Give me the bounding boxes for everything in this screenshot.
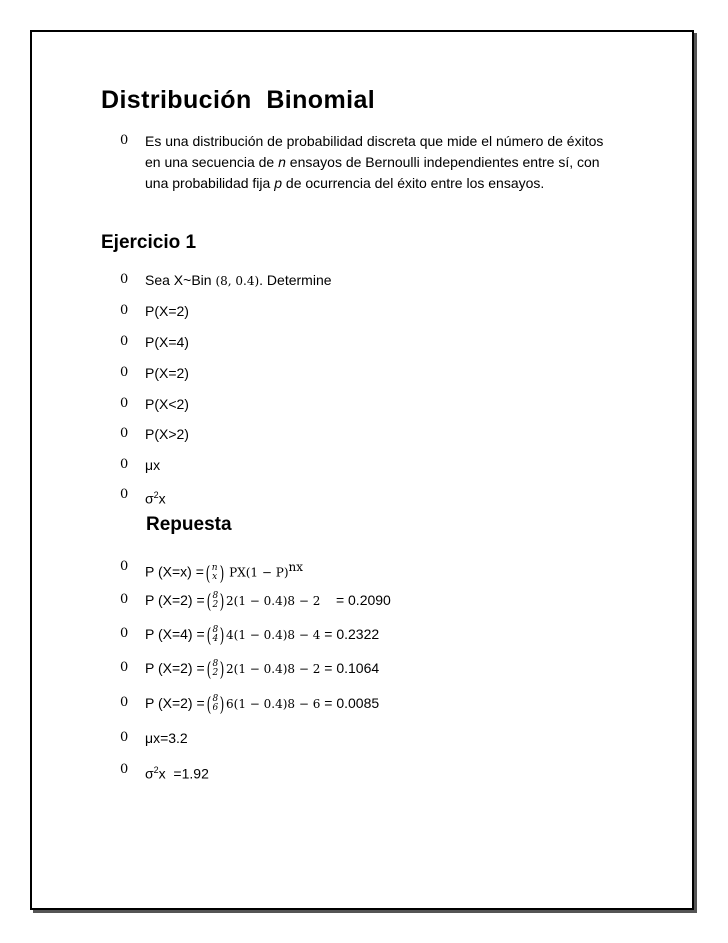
- bullet-marker: 0: [120, 272, 129, 287]
- answer-heading: Repuesta: [146, 514, 232, 535]
- exercise-item: P(X=2): [145, 303, 189, 319]
- exercise-item: P(X=2): [145, 365, 189, 381]
- answer-row: P (X=4) = ( 8 4 ) 4(1 − 0.4)8 − 4 = 0.2322: [145, 623, 380, 648]
- binomial-coefficient: ( n x ): [205, 560, 224, 585]
- bullet-marker: 0: [120, 365, 129, 380]
- definition-line-3: una probabilidad fija p de ocurrencia del éxito entre los ensayos.: [145, 175, 545, 191]
- bullet-marker: 0: [120, 762, 129, 777]
- definition-line-2: en una secuencia de n ensayos de Bernoulli independientes entre sí, con: [145, 154, 600, 170]
- answer-row: P (X=2) = ( 8 6 ) 6(1 − 0.4)8 − 6 = 0.0085: [145, 692, 380, 717]
- exercise-item: μx: [145, 457, 161, 473]
- answer-row: P (X=2) = ( 8 2 ) 2(1 − 0.4)8 − 2 = 0.2090: [145, 589, 391, 614]
- bullet-marker: 0: [120, 426, 129, 441]
- bullet-marker: 0: [120, 559, 129, 574]
- bullet-marker: 0: [120, 487, 129, 502]
- bullet-marker: 0: [120, 396, 129, 411]
- bullet-marker: 0: [120, 626, 129, 641]
- binomial-coefficient: ( 8 6 ): [206, 692, 225, 717]
- definition-line-1: Es una distribución de probabilidad discreta que mide el número de éxitos: [145, 133, 604, 149]
- exercise-item: P(X=4): [145, 334, 189, 350]
- answer-variance: $\sigma^2x =1.92$: [145, 765, 209, 782]
- bullet-marker: 0: [120, 660, 129, 675]
- exercise-item: P(X<2): [145, 396, 189, 412]
- exercise-item: P(X>2): [145, 426, 189, 442]
- exercise-intro: Sea X~Bin (8, 0.4). Determine: [145, 272, 332, 288]
- bullet-marker: 0: [120, 592, 129, 607]
- binomial-coefficient: ( 8 2 ): [206, 589, 225, 614]
- general-formula: P (X=x) = ( n x ) $PX(1 - P)^{nx}$: [145, 560, 303, 585]
- exercise-heading: Ejercicio 1: [101, 232, 197, 253]
- bullet-marker: 0: [120, 695, 129, 710]
- bullet-marker: 0: [120, 730, 129, 745]
- binomial-coefficient: ( 8 4 ): [206, 623, 225, 648]
- bullet-marker: 0: [120, 133, 129, 148]
- document-title: Distribución Binomial: [101, 86, 376, 114]
- bullet-marker: 0: [120, 334, 129, 349]
- binomial-coefficient: ( 8 2 ): [206, 657, 225, 682]
- bullet-marker: 0: [120, 457, 129, 472]
- answer-row: P (X=2) = ( 8 2 ) 2(1 − 0.4)8 − 2 = 0.1064: [145, 657, 380, 682]
- bullet-marker: 0: [120, 303, 129, 318]
- answer-mean: μx=3.2: [145, 730, 188, 746]
- exercise-item-variance: $\sigma^2x$: [145, 490, 166, 507]
